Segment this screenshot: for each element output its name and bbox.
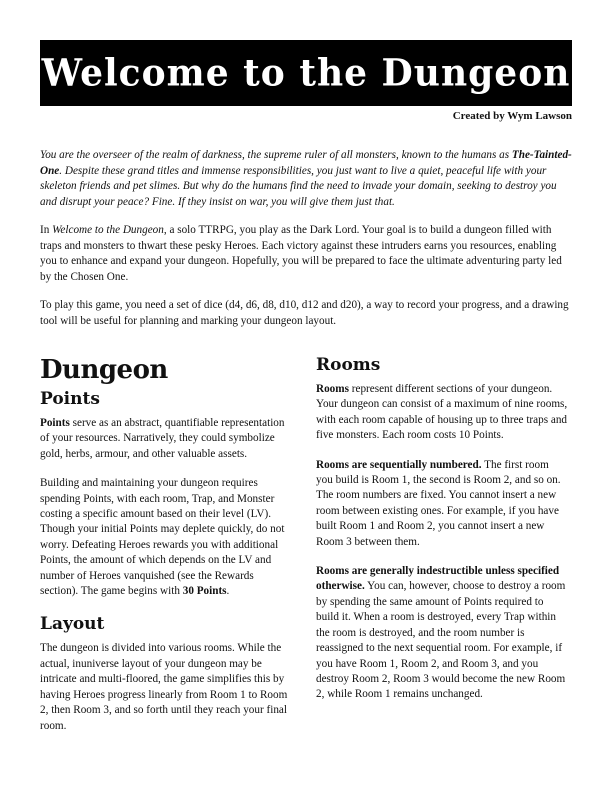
page-title: Welcome to the Dungeon — [41, 50, 571, 96]
flavor-text-end: . Despite these grand titles and immense responsibilities, you just want to live a quiet, peaceful life with your skeleton friends and pet slimes. But why do the humans find the need to invade your domain, seeking to destroy you and disrupt your peace? Fine. If they insist on war, you will give them just that. — [40, 164, 557, 208]
rooms-paragraph-2 — [316, 458, 568, 550]
rooms-paragraph-1 — [316, 382, 568, 444]
intro-flavor-paragraph — [40, 148, 572, 210]
rooms-term: Rooms — [316, 383, 349, 395]
flavor-name: The-Tainted-One — [40, 149, 572, 177]
points-p1-text: serve as an abstract, quantifiable representation of your resources. Narratively, they could symbolize gold, herbs, armour, and other valuable assets. — [40, 417, 285, 460]
layout-heading: Layout — [40, 614, 105, 635]
points-paragraph-1 — [40, 416, 292, 462]
rooms-p1-text: represent different sections of your dungeon. Your dungeon can consist of a maximum of nine rooms, with each room capable of housing up to three traps and five monsters. Each room costs 10 Points. — [316, 383, 568, 442]
flavor-text-start: You are the overseer of the realm of darkness, the supreme ruler of all monsters, known to the humans as — [40, 149, 512, 161]
intro-section — [40, 148, 572, 342]
rooms-heading: Rooms — [316, 355, 381, 375]
layout-paragraph: The dungeon is divided into various rooms. While the actual, inuniverse layout of your dungeon may be intricate and multi-floored, the game simplifies this by having Heroes progress linearly from Room 1 to Room 2, then Room 3, and so forth until they reach your final room. — [40, 642, 288, 732]
intro-premise-paragraph — [40, 223, 572, 285]
points-p2-end: . — [226, 585, 230, 598]
points-heading: Points — [40, 389, 100, 409]
author-byline: Created by Wym Lawson — [452, 110, 572, 122]
premise-text-start: In — [40, 224, 53, 236]
rooms-p2-text: The first room you build is Room 1, the second is Room 2, and so on. The room numbers are fixed. You cannot insert a new room between existing ones. For example, if you have built Room 1 and Room 2, you cannot insert a new Room 3 between them. — [316, 458, 561, 548]
title-banner — [40, 40, 572, 106]
rooms-p3-text: You can, however, choose to destroy a room by spending the same amount of Points required to build it. When a room is destroyed, every Trap within the room is destroyed, and the room number is reassigned to the next sequential room. For example, if you have Room 1, Room 2, and Room 3, and you destroy Room 2, Room 3 would become the new Room 2, while Room 1 remains unchanged. — [316, 580, 566, 701]
premise-text-end: , a solo TTRPG, you play as the Dark Lord. Your goal is to build a dungeon filled with traps and monsters to thwart these pesky Heroes. Each victory against these intruders earns you resources, enabling you to enhance and expand your dungeon. Hopefully, you will be prepared to face the ultimate adventuring party led by the Chosen One. — [40, 224, 562, 283]
intro-requirements-paragraph: To play this game, you need a set of dice (d4, d6, d8, d10, d12 and d20), a way to record your progress, and a drawing tool will be useful for planning and marking your dungeon layout. — [40, 299, 569, 327]
points-paragraph-2 — [40, 476, 292, 599]
rooms-rule-numbered: Rooms are sequentially numbered. — [316, 458, 482, 471]
starting-points: 30 Points — [182, 585, 227, 598]
points-p2-text: Building and maintaining your dungeon requires spending Points, with each room, Trap, and Monster costing a specific amount based on their level (LV). Though your initial Points may deplete quickly, do not worry. Defeating Heroes rewards you with additional Points, the amount of which depends on the LV and number of Heroes vanquished (see the Rewards section). The game begins with — [40, 477, 285, 598]
points-term: Points — [40, 417, 70, 429]
rooms-paragraph-3 — [316, 564, 568, 703]
left-column — [40, 354, 292, 748]
right-column — [316, 354, 568, 717]
game-title-italic: Welcome to the Dungeon — [52, 224, 164, 236]
dungeon-heading: Dungeon — [40, 355, 168, 385]
rooms-rule-indestructible: Rooms are generally indestructible unless specified otherwise. — [316, 565, 560, 593]
